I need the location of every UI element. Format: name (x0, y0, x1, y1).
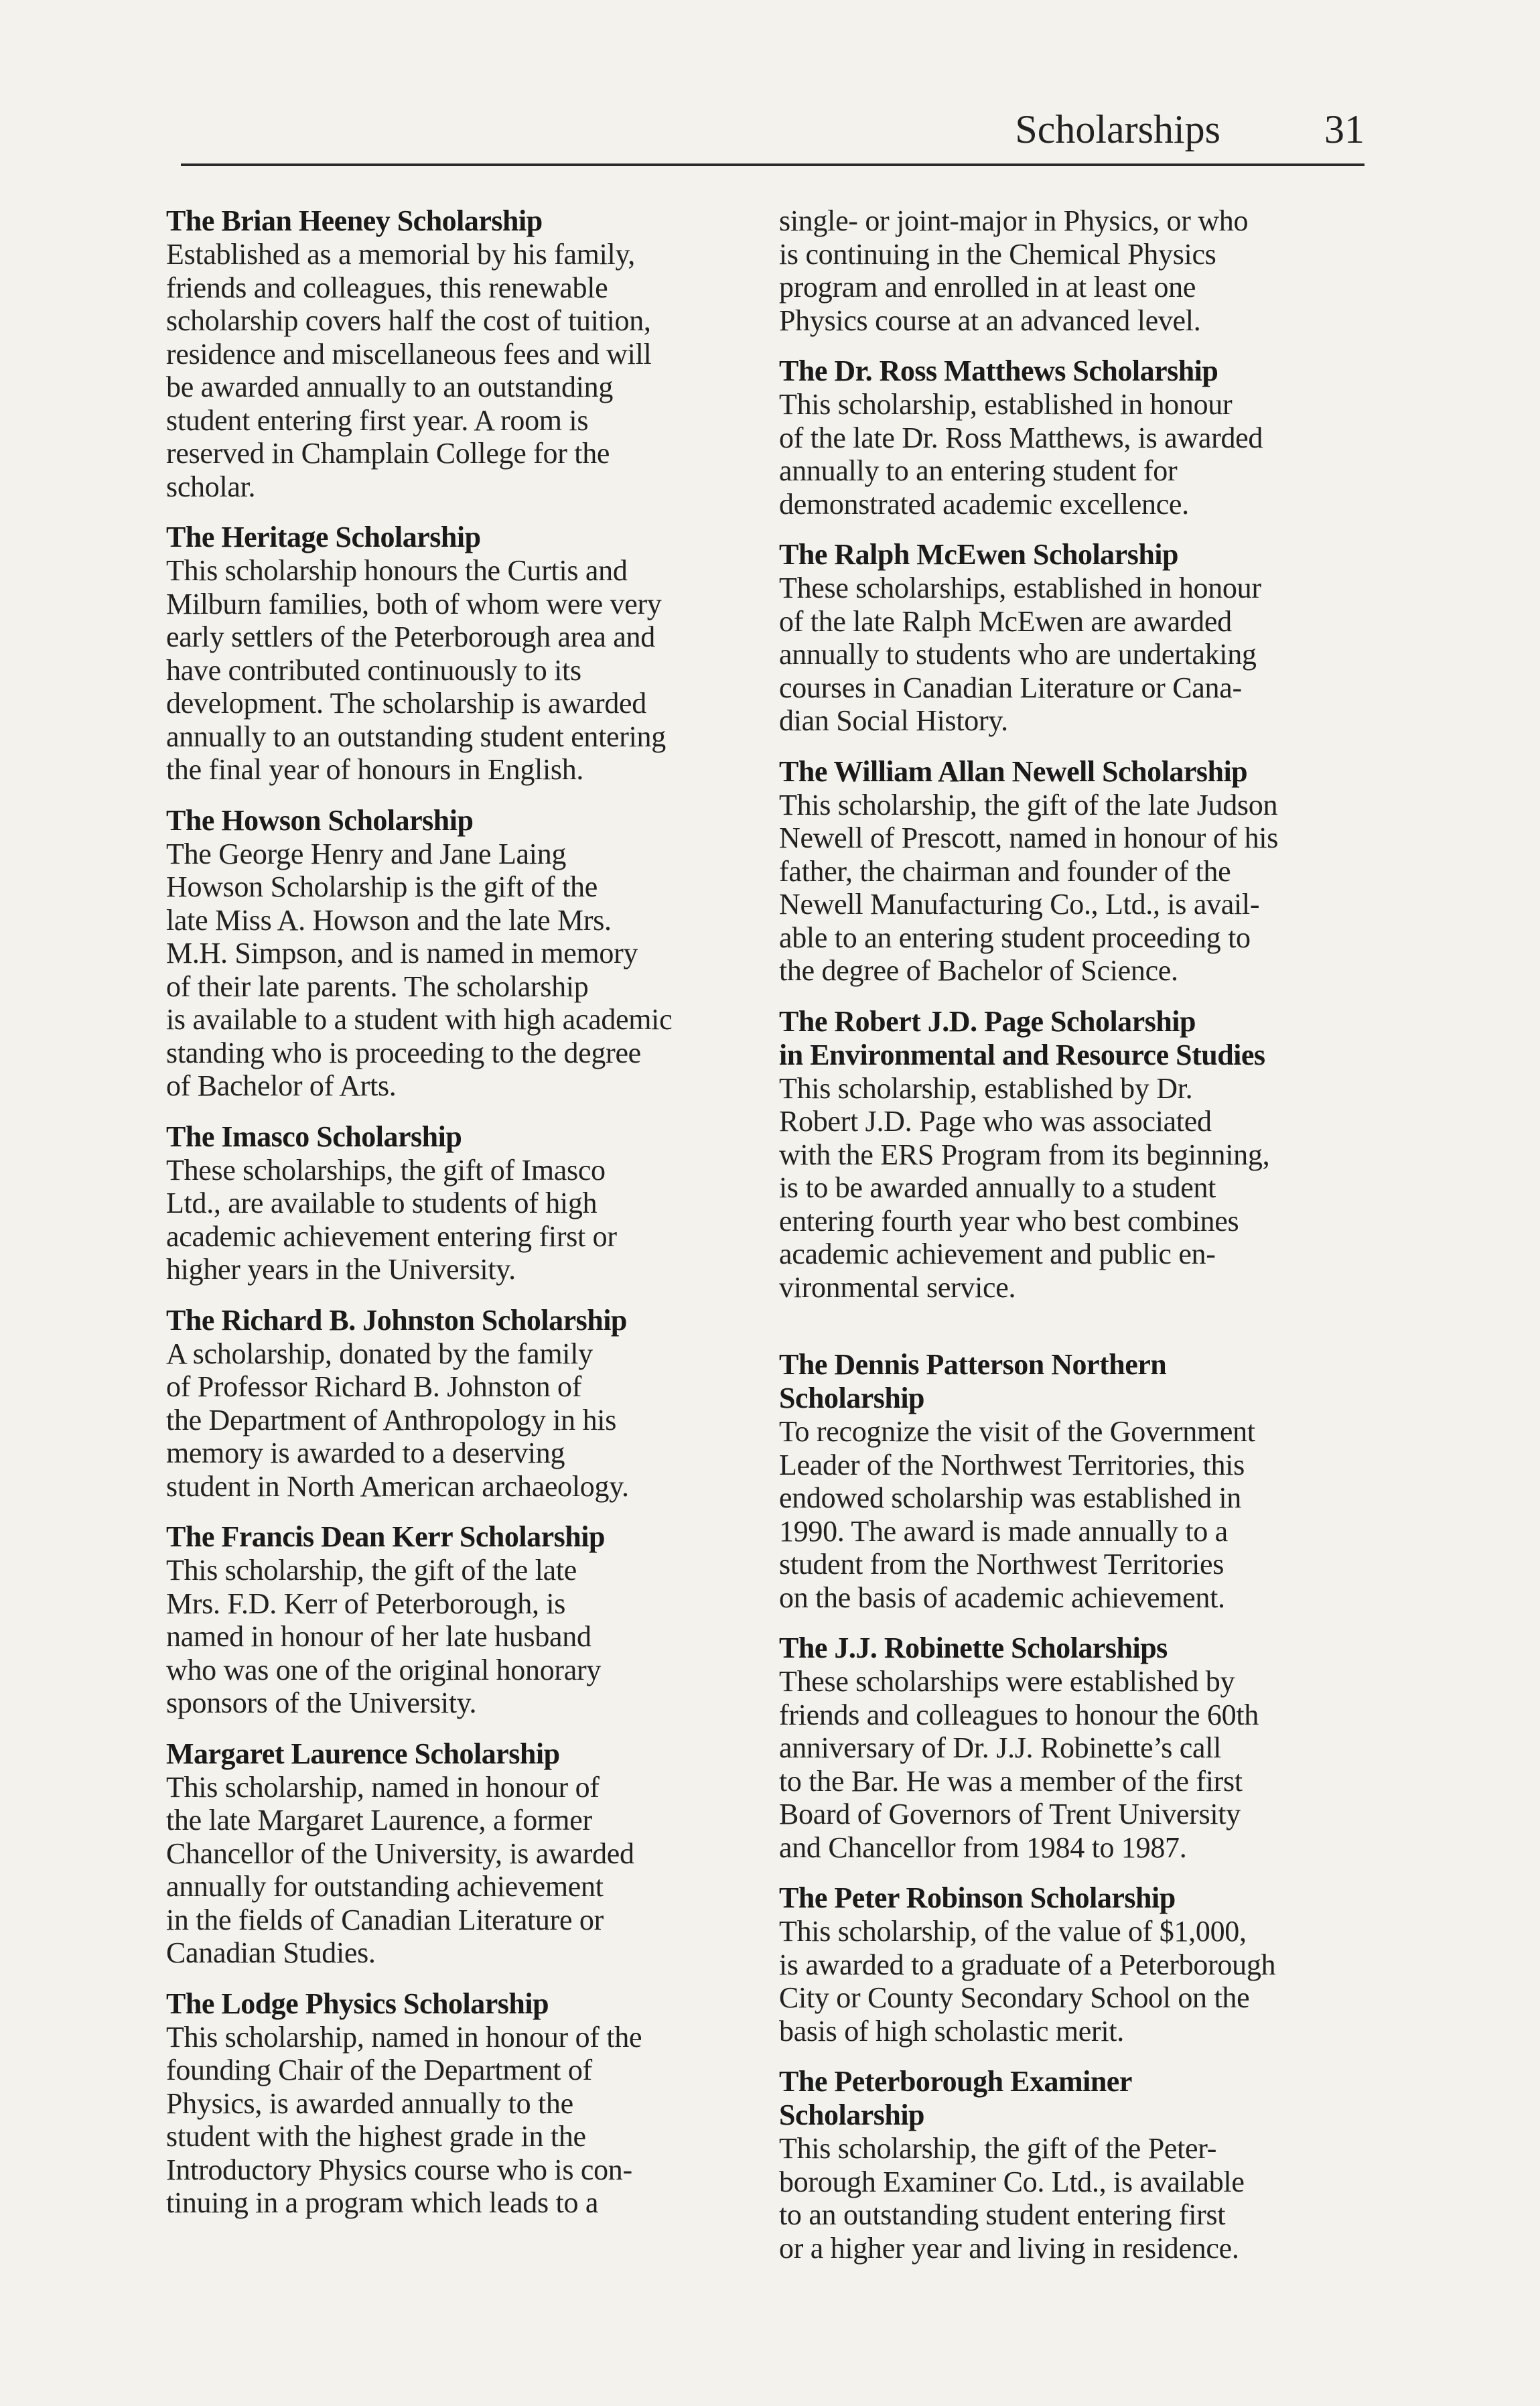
scholarship-entry (166, 1987, 742, 2220)
scholarship-title: The Heritage Scholarship (166, 521, 481, 553)
scholarship-entry (779, 755, 1355, 988)
scholarship-description: This scholarship, the gift of the Peter- borough Examiner Co. Ltd., is available to an outstanding student entering first or a higher year and living in residence. (779, 2132, 1245, 2265)
header-rule (181, 163, 1364, 166)
scholarship-title: The Dennis Patterson Northern Scholarship (779, 1348, 1167, 1414)
scholarship-title: The Brian Heeney Scholarship (166, 204, 543, 237)
scholarship-description: This scholarship, named in honour of the founding Chair of the Department of Physics, is awarded annually to the student with the highest grade in the Introductory Physics course who is con- tinuing in a program which leads to a (166, 2020, 642, 2219)
scholarship-title: Margaret Laurence Scholarship (166, 1737, 560, 1770)
scholarship-description: These scholarships, the gift of Imasco Ltd., are available to students of high academic achievement entering first or higher years in the University. (166, 1153, 617, 1286)
scholarship-title: The William Allan Newell Scholarship (779, 754, 1248, 788)
scholarship-title: The Peterborough Examiner Scholarship (779, 2065, 1132, 2131)
scholarship-description: These scholarships were established by friends and colleagues to honour the 60th anniversary of Dr. J.J. Robinette’s call to the Bar. He was a member of the first Board of Governors of Trent University and Chancellor from 1984 to 1987. (779, 1665, 1259, 1864)
scholarship-entry (166, 804, 742, 1103)
continued-description: single- or joint-major in Physics, or who is continuing in the Chemical Physics program and enrolled in at least one Physics course at an advanced level. (779, 204, 1249, 337)
scholarship-description: This scholarship, the gift of the late Mrs. F.D. Kerr of Peterborough, is named in honour of her late husband who was one of the original honorary sponsors of the University. (166, 1554, 602, 1719)
scholarship-title: The J.J. Robinette Scholarships (779, 1631, 1168, 1664)
section-gap (779, 1321, 1355, 1348)
page-header (181, 101, 1364, 174)
running-head-title: Scholarships (1015, 107, 1220, 151)
scholarship-entry (166, 1520, 742, 1720)
scholarship-description: This scholarship, established by Dr. Robert J.D. Page who was associated with the ERS Program from its beginning, is to be awarded annually to a student entering fourth year who best combines academic achievement and public en- vironmental service. (779, 1071, 1270, 1304)
scholarship-title: The Francis Dean Kerr Scholarship (166, 1520, 605, 1553)
scholarship-entry (779, 538, 1355, 738)
scholarship-description: This scholarship honours the Curtis and Milburn families, both of whom were very early settlers of the Peterborough area and have contributed continuously to its development. The scholarship is awarded annually to an outstanding student entering the final year of honours in English. (166, 554, 666, 786)
scholarship-title: The Howson Scholarship (166, 803, 474, 837)
scholarship-entry (779, 1348, 1355, 1614)
scholarship-entry (779, 1005, 1355, 1305)
scholarship-title: The Dr. Ross Matthews Scholarship (779, 354, 1218, 387)
scholarship-description: This scholarship, the gift of the late Judson Newell of Prescott, named in honour of his father, the chairman and founder of the Newell Manufacturing Co., Ltd., is avail- able to an entering student proceeding to the degree of Bachelor of Science. (779, 788, 1279, 987)
scholarship-entry (779, 1631, 1355, 1864)
right-column (779, 204, 1355, 2282)
scholarship-entry (779, 2065, 1355, 2265)
scholarship-title: The Richard B. Johnston Scholarship (166, 1303, 627, 1337)
scholarship-title: The Robert J.D. Page Scholarship in Environmental and Resource Studies (779, 1004, 1265, 1071)
scholarship-entry (166, 1304, 742, 1503)
scholarship-description: These scholarships, established in honour of the late Ralph McEwen are awarded annually to students who are undertaking courses in Canadian Literature or Cana- dian Social History. (779, 572, 1261, 737)
page-number: 31 (1324, 107, 1364, 151)
scholarship-entry (166, 204, 742, 503)
scholarship-entry (779, 354, 1355, 521)
scholarship-description: This scholarship, established in honour of the late Dr. Ross Matthews, is awarded annually to an entering student for demonstrated academic excellence. (779, 388, 1263, 521)
scholarship-title: The Lodge Physics Scholarship (166, 1987, 549, 2020)
scholarship-title: The Ralph McEwen Scholarship (779, 538, 1178, 571)
scholarship-description: This scholarship, of the value of $1,000, is awarded to a graduate of a Peterborough City or County Secondary School on the basis of high scholastic merit. (779, 1915, 1276, 2048)
scholarship-description: This scholarship, named in honour of the late Margaret Laurence, a former Chancellor of the University, is awarded annually for outstanding achievement in the fields of Canadian Literature or Canadian Studies. (166, 1770, 634, 1969)
scholarship-description: The George Henry and Jane Laing Howson Scholarship is the gift of the late Miss A. Howson and the late Mrs. M.H. Simpson, and is named in memory of their late parents. The scholarship is available to a student with high academic standing who is proceeding to the degree of Bachelor of Arts. (166, 837, 673, 1102)
continued-text (779, 204, 1355, 337)
scholarship-description: Established as a memorial by his family, friends and colleagues, this renewable scholarship covers half the cost of tuition, residence and miscellaneous fees and will be awarded annually to an outstanding student entering first year. A room is reserved in Champlain College for the scholar. (166, 238, 652, 503)
scholarship-entry (166, 521, 742, 787)
scholarship-entry (779, 1881, 1355, 2048)
scholarship-entry (166, 1737, 742, 1970)
scholarship-description: To recognize the visit of the Government Leader of the Northwest Territories, this endowed scholarship was established in 1990. The award is made annually to a student from the Northwest Territories on the basis of academic achievement. (779, 1415, 1255, 1614)
scholarship-title: The Imasco Scholarship (166, 1120, 462, 1153)
left-column (166, 204, 742, 2237)
scholarship-title: The Peter Robinson Scholarship (779, 1881, 1176, 1914)
scholarship-description: A scholarship, donated by the family of Professor Richard B. Johnston of the Department of Anthropology in his memory is awarded to a deserving student in North American archaeology. (166, 1337, 629, 1503)
scholarship-entry (166, 1120, 742, 1286)
